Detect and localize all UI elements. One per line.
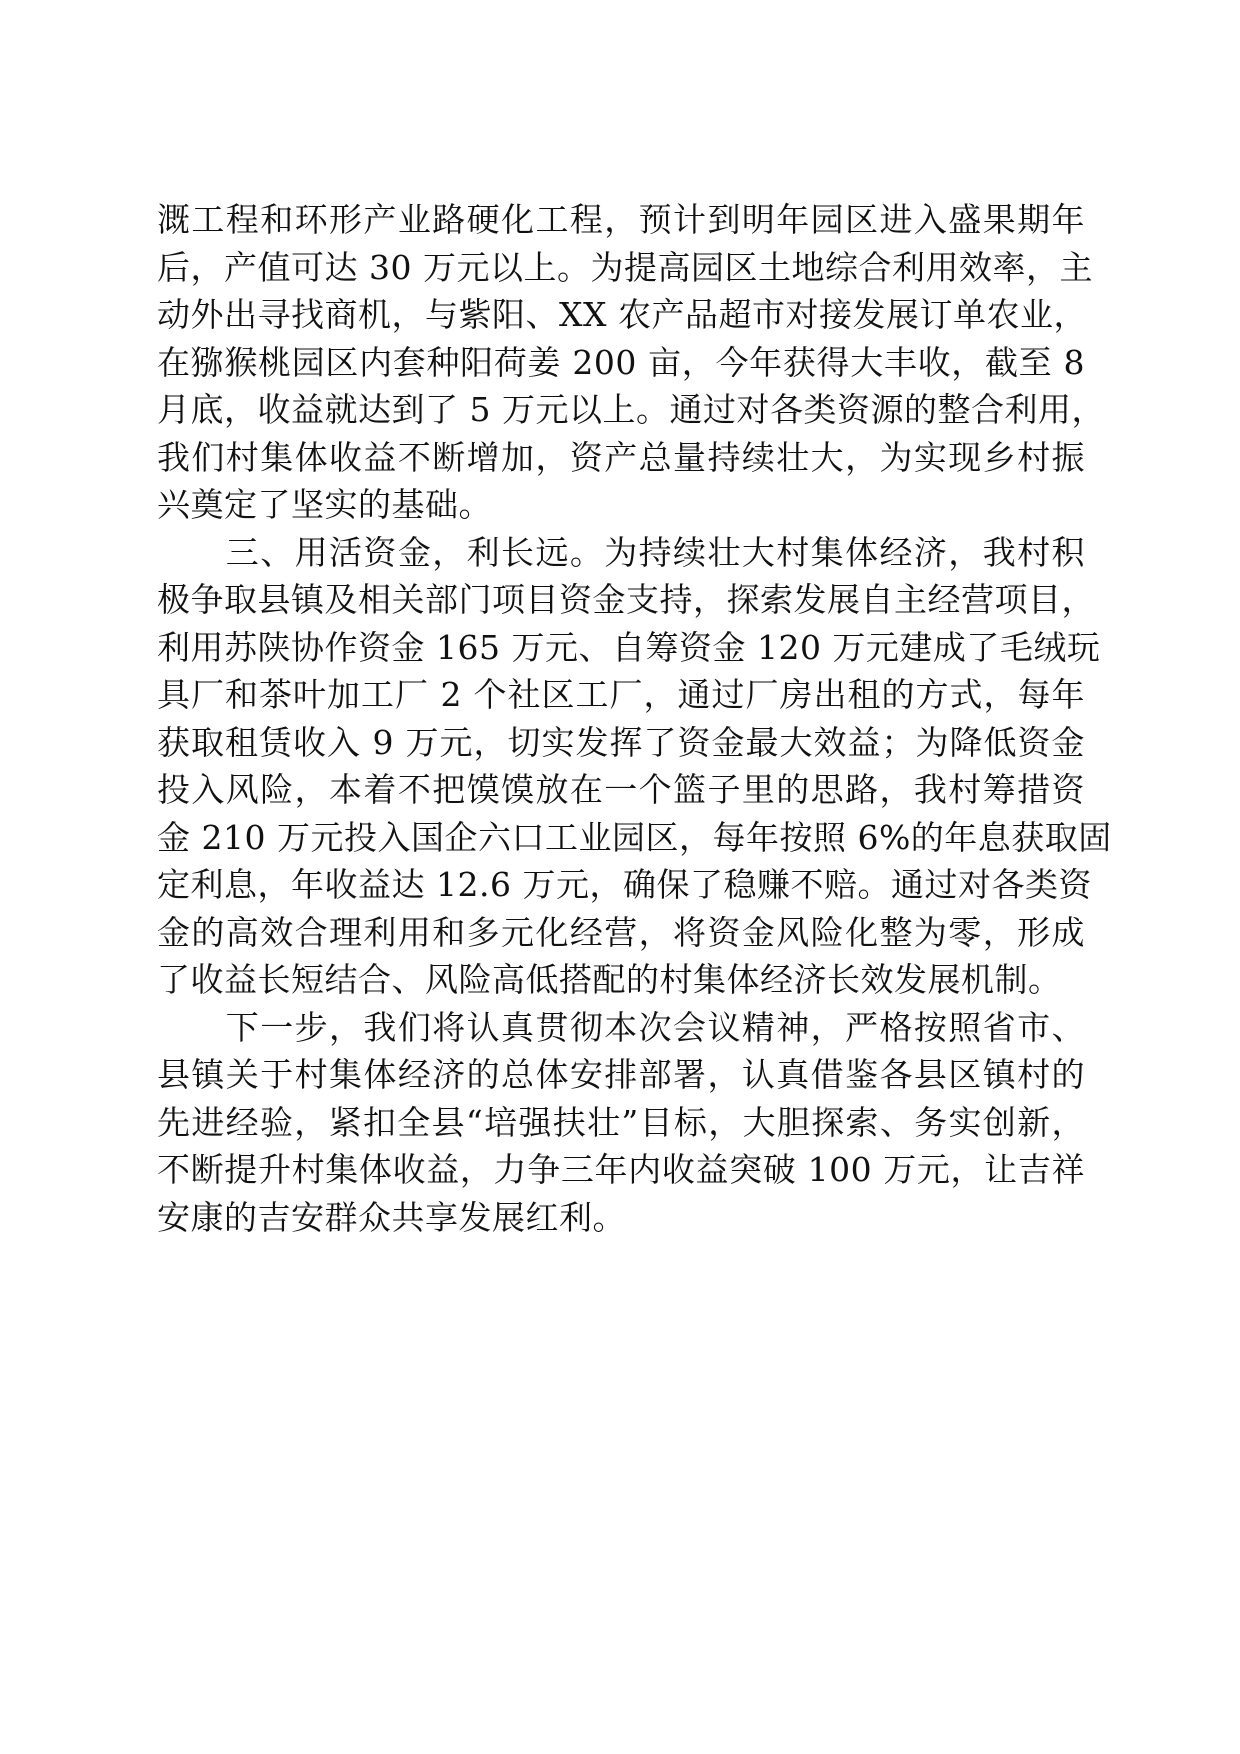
text-line: 利用苏陕协作资金 165 万元、自筹资金 120 万元建成了毛绒玩 [157,627,1101,667]
text-line: 我们村集体收益不断增加，资产总量持续壮大，为实现乡村振 [157,437,1085,477]
text-line: 月底，收益就达到了 5 万元以上。通过对各类资源的整合利用， [157,390,1105,429]
text-line: 在猕猴桃园区内套种阳荷姜 200 亩，今年获得大丰收，截至 8 [157,342,1085,382]
text-line: 投入风险，本着不把馍馍放在一个篮子里的思路，我村筹措资 [157,770,1085,809]
text-line: 三、用活资金，利长远。为持续壮大村集体经济，我村积 [157,532,1085,572]
document-body [157,196,1112,1241]
text-line: 定利息，年收益达 12.6 万元，确保了稳赚不赔。通过对各类资 [157,865,1092,904]
text-line: 先进经验，紧扣全县“培强扶壮”目标，大胆探索、务实创新， [157,1102,1085,1142]
text-line: 动外出寻找商机，与紫阳、XX 农产品超市对接发展订单农业， [157,295,1087,334]
text-line: 兴奠定了坚实的基础。 [157,485,492,524]
text-line: 不断提升村集体收益，力争三年内收益突破 100 万元，让吉祥 [157,1150,1085,1189]
paragraph-2 [157,529,1112,1004]
text-line: 下一步，我们将认真贯彻本次会议精神，严格按照省市、 [157,1007,1085,1047]
text-line: 县镇关于村集体经济的总体安排部署，认真借鉴各县区镇村的 [157,1055,1085,1094]
text-line: 金的高效合理利用和多元化经营，将资金风险化整为零，形成 [157,912,1085,952]
text-line: 金 210 万元投入国企六口工业园区，每年按照 6%的年息获取固 [157,817,1112,857]
paragraph-1 [157,196,1105,529]
text-line: 后，产值可达 30 万元以上。为提高园区土地综合利用效率，主 [157,247,1093,287]
text-line: 溉工程和环形产业路硬化工程，预计到明年园区进入盛果期年 [157,200,1085,239]
paragraph-3 [157,1004,1085,1242]
text-line: 安康的吉安群众共享发展红利。 [157,1197,626,1237]
text-line: 具厂和茶叶加工厂 2 个社区工厂，通过厂房出租的方式，每年 [157,675,1085,714]
text-line: 极争取县镇及相关部门项目资金支持，探索发展自主经营项目， [157,580,1095,619]
text-line: 了收益长短结合、风险高低搭配的村集体经济长效发展机制。 [157,960,1062,999]
text-line: 获取租赁收入 9 万元，切实发挥了资金最大效益；为降低资金 [157,722,1085,762]
